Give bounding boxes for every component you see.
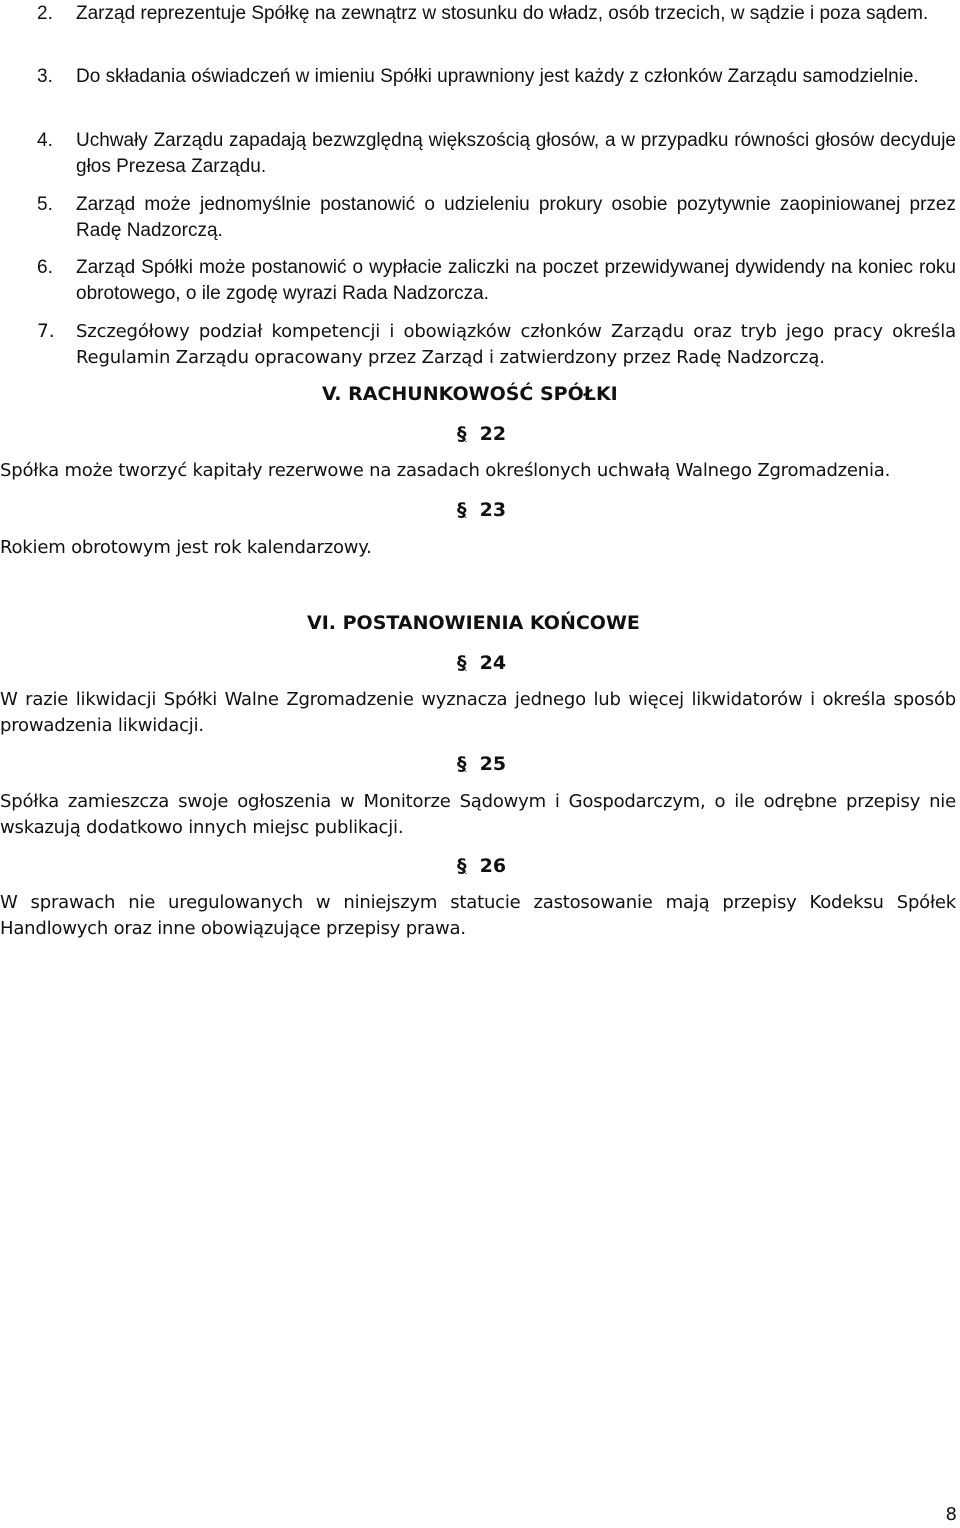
list-item-text: Do składania oświadczeń w imieniu Spółki uprawniony jest każdy z członków Zarządu samodzielnie. (76, 66, 919, 87)
paragraph-number: § 24 (457, 652, 507, 674)
section-title: POSTANOWIENIA KOŃCOWE (342, 612, 640, 634)
paragraph-number: § 25 (457, 753, 507, 775)
paragraph-text: W sprawach nie uregulowanych w niniejszym statucie zastosowanie mają przepisy Kodeksu Spółek Handlowych oraz inne obowiązujące przepisy prawa. (0, 892, 956, 939)
paragraph-symbol: § (457, 855, 467, 877)
list-item-number: 2. (37, 3, 53, 24)
paragraph-symbol: § (457, 652, 467, 674)
page-number: 8 (945, 1504, 957, 1525)
list-item-text: Zarząd Spółki może postanowić o wypłacie zaliczki na poczet przewidywanej dywidendy na koniec roku obrotowego, o ile zgodę wyrazi Rada Nadzorcza. (76, 257, 956, 304)
paragraph-number: § 22 (457, 423, 507, 445)
list-item-number: 7. (37, 321, 55, 342)
paragraph-text: Spółka może tworzyć kapitały rezerwowe na zasadach określonych uchwałą Walnego Zgromadzenia. (0, 460, 891, 481)
list-item-text: Zarząd może jednomyślnie postanowić o udzieleniu prokury osobie pozytywnie zaopiniowanej przez Radę Nadzorczą. (76, 194, 956, 241)
section-heading-vi (307, 610, 960, 636)
section-number: VI. (307, 612, 336, 634)
paragraph-text: Rokiem obrotowym jest rok kalendarzowy. (0, 537, 372, 558)
section-number: V. (322, 383, 342, 405)
list-item-number: 4. (37, 130, 53, 151)
paragraph-symbol: § (457, 753, 467, 775)
paragraph-symbol: § (457, 499, 467, 521)
paragraph-number: § 23 (457, 499, 507, 521)
section-heading-v (322, 381, 960, 407)
list-item-number: 5. (37, 194, 53, 215)
list-item-number: 3. (37, 66, 53, 87)
list-item-number: 6. (37, 257, 53, 278)
paragraph-symbol: § (457, 423, 467, 445)
paragraph-text: Spółka zamieszcza swoje ogłoszenia w Monitorze Sądowym i Gospodarczym, o ile odrębne przepisy nie wskazują dodatkowo innych miejsc publikacji. (0, 791, 956, 838)
list-item-text: Uchwały Zarządu zapadają bezwzględną większością głosów, a w przypadku równości głosów decyduje głos Prezesa Zarządu. (76, 130, 956, 177)
list-item-text: Szczegółowy podział kompetencji i obowiązków członków Zarządu oraz tryb jego pracy określa Regulamin Zarządu opracowany przez Zarząd i zatwierdzony przez Radę Nadzorczą. (76, 321, 956, 368)
paragraph-number: § 26 (457, 855, 507, 877)
paragraph-text: W razie likwidacji Spółki Walne Zgromadzenie wyznacza jednego lub więcej likwidatorów i określa sposób prowadzenia likwidacji. (0, 689, 956, 736)
section-title: RACHUNKOWOŚĆ SPÓŁKI (348, 383, 618, 405)
list-item-text: Zarząd reprezentuje Spółkę na zewnątrz w stosunku do władz, osób trzecich, w sądzie i poza sądem. (76, 3, 929, 24)
